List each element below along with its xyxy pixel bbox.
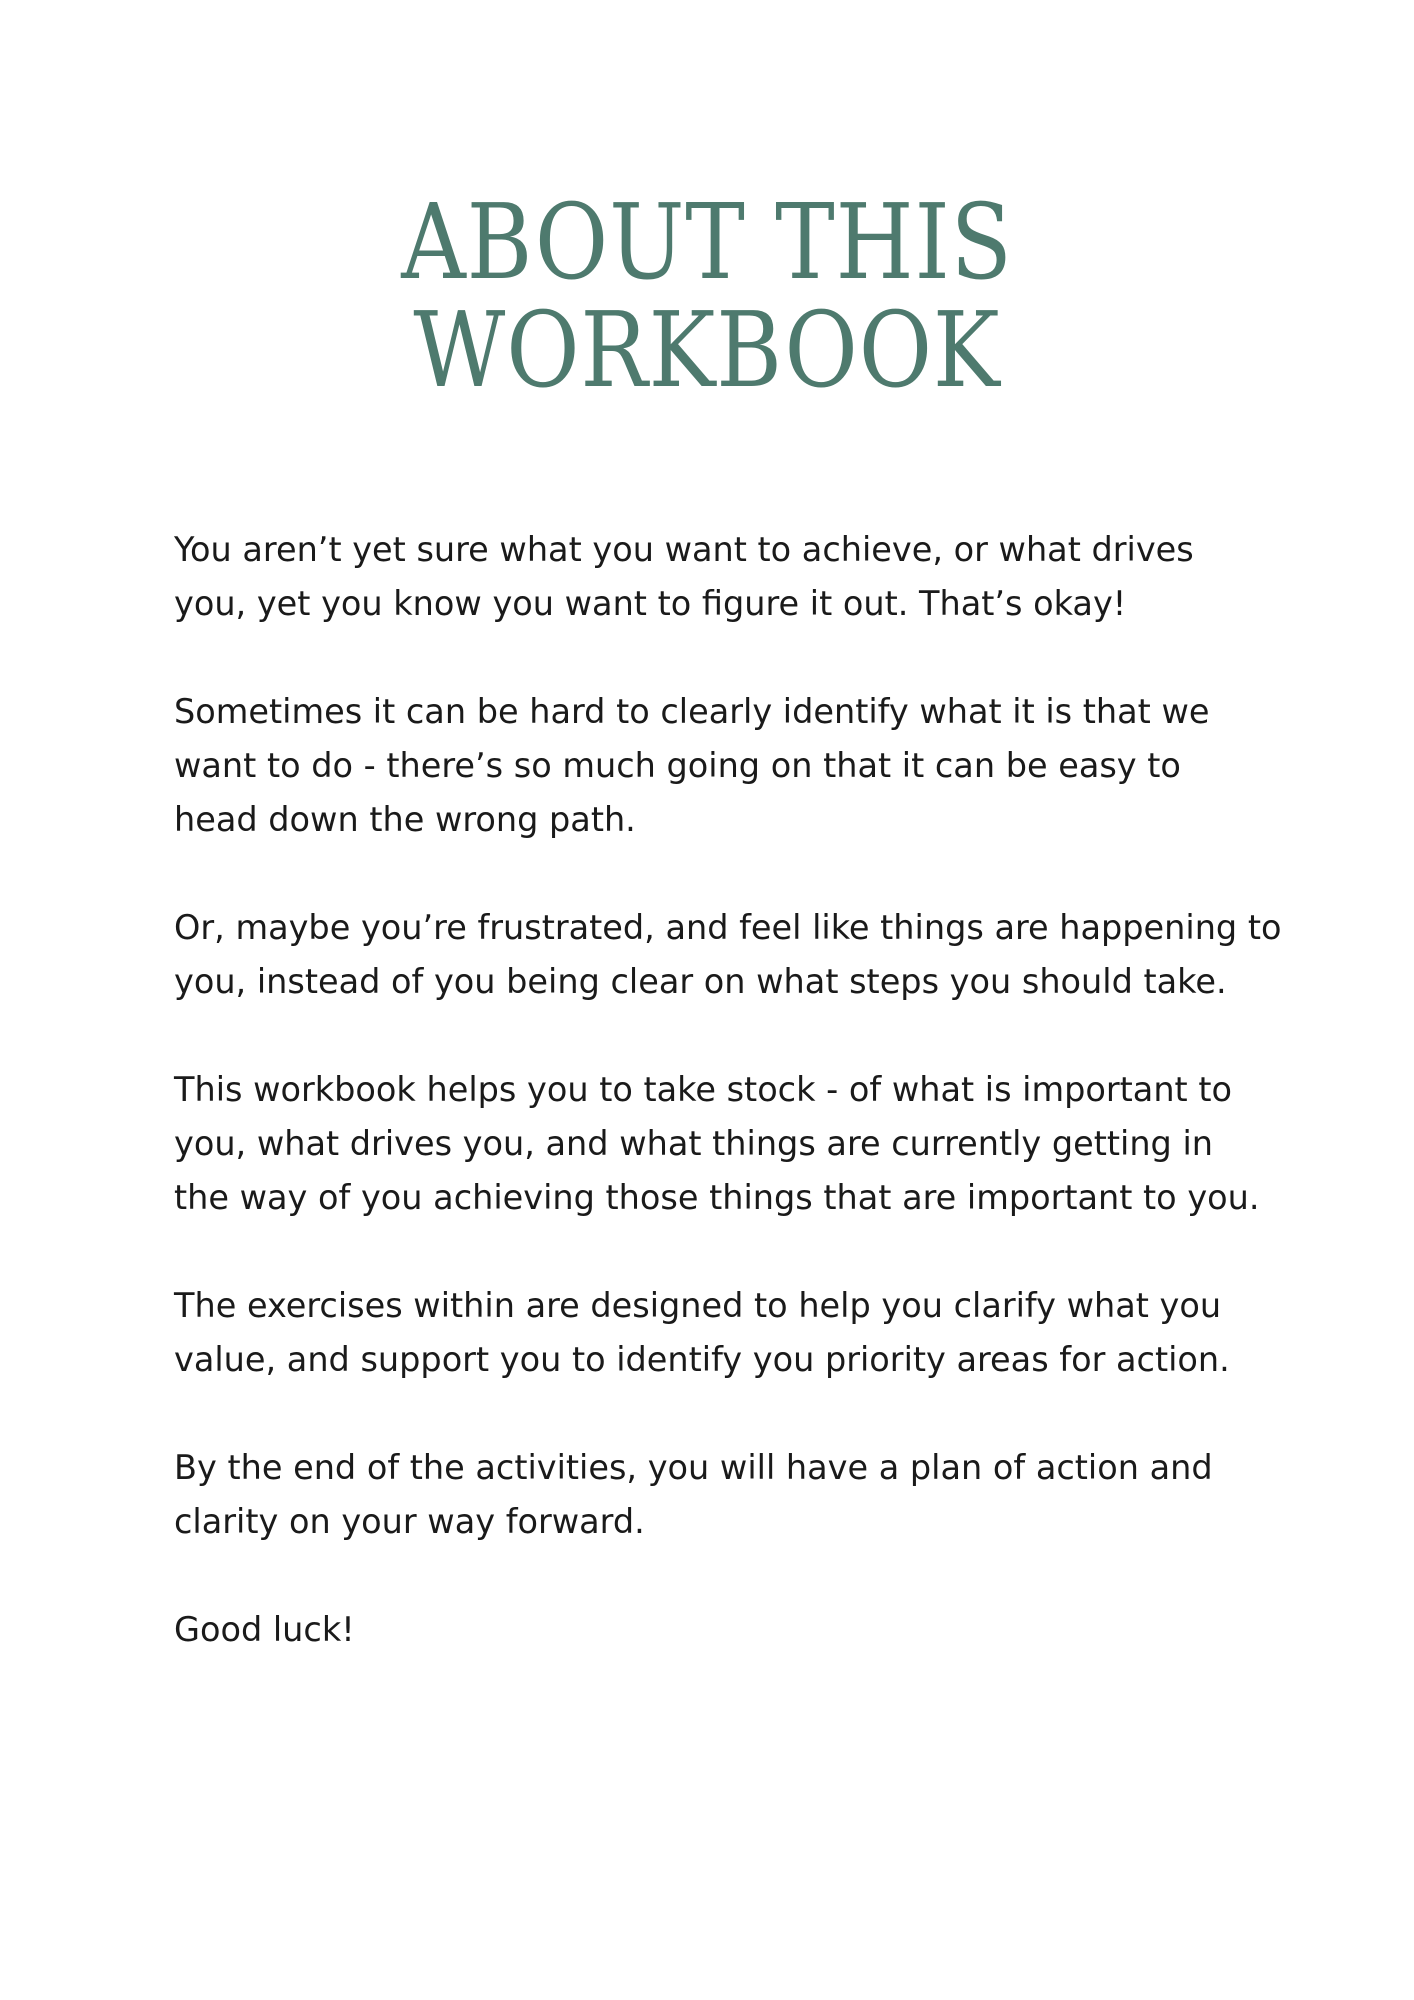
paragraph-line: want to do - there’s so much going on that it can be easy to [174,746,1181,785]
paragraph-exercises [174,1279,1304,1387]
paragraph-line: Good luck! [174,1610,355,1649]
paragraph-line: you, yet you know you want to figure it out. That’s okay! [174,584,1127,623]
title-line-2: WORKBOOK [413,289,1001,411]
paragraph-good-luck [174,1603,1304,1657]
title-line-1: ABOUT THIS [401,181,1013,303]
paragraph-line: Or, maybe you’re frustrated, and feel like things are happening to [174,908,1282,947]
paragraph-line: clarity on your way forward. [174,1502,645,1541]
paragraph-line: value, and support you to identify you priority areas for action. [174,1340,1230,1379]
paragraph-hard-to-identify [174,685,1304,847]
paragraph-line: you, instead of you being clear on what steps you should take. [174,962,1227,1001]
paragraph-line: the way of you achieving those things that are important to you. [174,1178,1260,1217]
paragraph-line: Sometimes it can be hard to clearly identify what it is that we [174,692,1210,731]
paragraph-end-of-activities [174,1441,1304,1549]
paragraph-line: The exercises within are designed to help you clarify what you [174,1286,1222,1325]
paragraph-line: By the end of the activities, you will have a plan of action and [174,1448,1213,1487]
paragraph-line: head down the wrong path. [174,800,636,839]
intro-body [174,523,1304,1711]
paragraph-line: you, what drives you, and what things are currently getting in [174,1124,1214,1163]
paragraph-take-stock [174,1063,1304,1225]
paragraph-intro [174,523,1304,631]
paragraph-line: This workbook helps you to take stock - of what is important to [174,1070,1232,1109]
paragraph-frustrated [174,901,1304,1009]
paragraph-line: You aren’t yet sure what you want to achieve, or what drives [174,530,1194,569]
page-title [99,181,1315,411]
